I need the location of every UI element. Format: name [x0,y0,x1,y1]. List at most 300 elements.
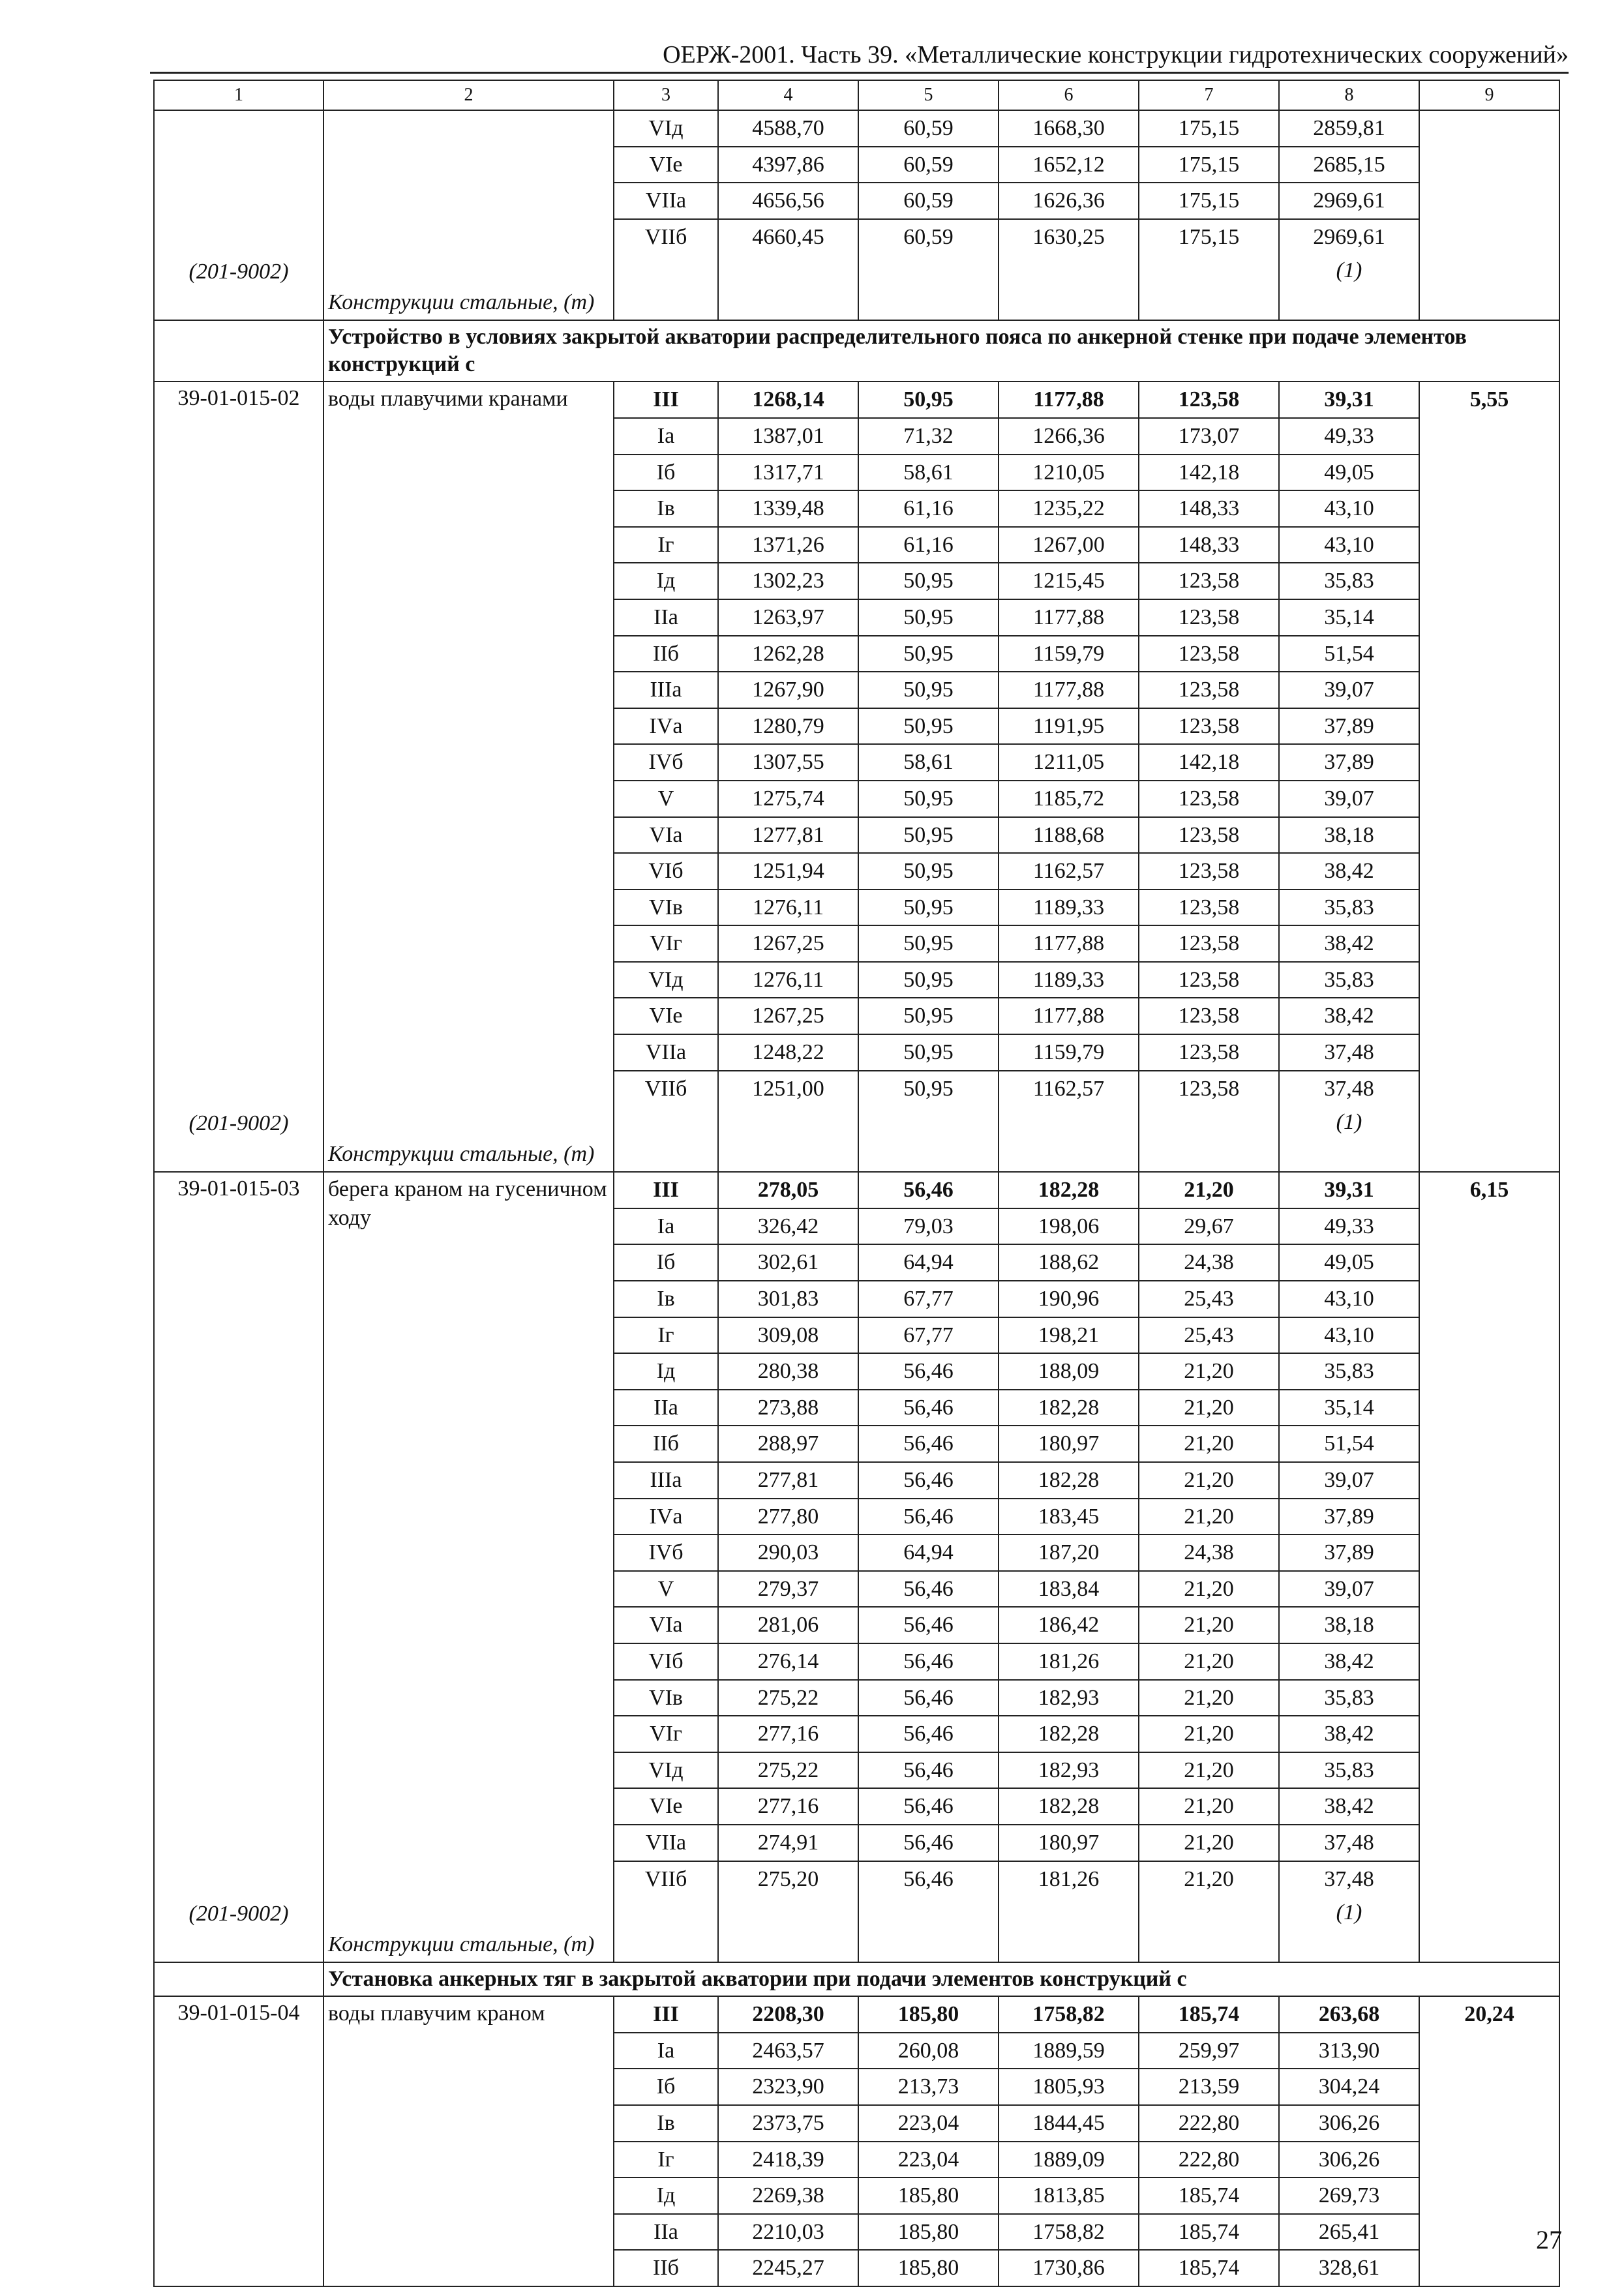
rate-value: 182,28 [999,1390,1138,1427]
rate-value: 38,42 [1280,854,1419,890]
rate-value: 56,46 [859,1354,998,1390]
rate-name-cell [323,110,614,320]
rate-value: 21,20 [1139,1572,1278,1608]
rate-value: 123,58 [1139,1035,1278,1071]
rate-value: 288,97 [719,1426,858,1463]
rate-value: 2969,61 [1313,224,1385,249]
rate-value: 173,07 [1139,419,1278,455]
zone-label: VIIб [644,1076,687,1101]
rate-value: 1215,45 [999,563,1138,600]
rate-value: 38,42 [1280,1716,1419,1753]
value-column-cell [858,382,999,1172]
rate-value: 2323,90 [719,2069,858,2106]
rate-code-cell [154,1172,323,1962]
rate-value: 222,80 [1139,2142,1278,2179]
zone-label: Iд [614,563,717,600]
col9-value: 20,24 [1419,1996,1559,2286]
rate-value: 56,46 [859,1572,998,1608]
zone-label: IIIа [614,672,717,709]
rate-value: 183,84 [999,1572,1138,1608]
zone-label: IIIа [614,1463,717,1499]
rate-group-row [154,110,1559,320]
rate-value: 1211,05 [999,745,1138,781]
rate-value: 67,77 [859,1281,998,1318]
rate-value: 56,46 [859,1608,998,1644]
blank-cell [999,1896,1138,1962]
section-title: Установка анкерных тяг в закрытой акватории при подачи элементов конструкций с [323,1962,1559,1996]
rate-value: 123,58 [1139,672,1278,709]
rate-value: 182,28 [999,1463,1138,1499]
rate-value: 49,05 [1280,1245,1419,1281]
rate-value: 304,24 [1280,2069,1419,2106]
rate-value: 326,42 [719,1209,858,1246]
blank-cell [1139,254,1278,320]
rate-value: 1275,74 [719,781,858,818]
rate-value: 278,05 [719,1173,858,1209]
rate-value: 64,94 [859,1245,998,1281]
zone-label: V [614,1572,717,1608]
rate-value: 38,18 [1280,818,1419,854]
rate-value: 306,26 [1280,2142,1419,2179]
zone-label: IIб [614,636,717,673]
rate-name: воды плавучим краном [328,2001,545,2026]
rate-value: 1266,36 [999,419,1138,455]
rate-value: 183,45 [999,1499,1138,1536]
rate-value: 213,59 [1139,2069,1278,2106]
column-number: 7 [1139,80,1279,110]
rate-value: 142,18 [1139,455,1278,492]
resource-ref-value: (1) [1336,1900,1362,1925]
resource-ref-code: (201-9002) [188,1111,289,1136]
zone-label: VIд [614,1753,717,1789]
rate-value: 277,16 [719,1716,858,1753]
rate-value: 123,58 [1139,998,1278,1035]
rate-value: 51,54 [1280,1426,1419,1463]
column-number: 8 [1279,80,1419,110]
resource-ref-value: (1) [1336,1110,1362,1135]
rate-value: 302,61 [719,1245,858,1281]
blank-cell [859,1896,998,1962]
blank-cell [999,1106,1138,1171]
rate-value: 175,15 [1178,224,1240,249]
rates-table-body [154,80,1559,2286]
zone-label: III [614,382,717,419]
rate-value: 39,07 [1280,672,1419,709]
rate-value: 1307,55 [719,745,858,781]
zone-label: III [614,1173,717,1209]
blank-cell [154,1962,323,1996]
rate-value: 1162,57 [999,854,1138,890]
rate-value: 1889,09 [999,2142,1138,2179]
resource-ref-name: Конструкции стальные, (т) [328,290,595,315]
zone-label: Iг [614,528,717,564]
rate-value: 21,20 [1139,1789,1278,1825]
blank-cell [1139,1106,1278,1171]
rate-code-cell [154,382,323,1172]
rate-value: 185,74 [1139,2215,1278,2251]
rate-value: 148,33 [1139,528,1278,564]
zone-label: VIд [614,963,717,999]
rate-value: 21,20 [1139,1681,1278,1717]
rate-value: 277,16 [719,1789,858,1825]
rate-value: 25,43 [1139,1318,1278,1354]
blank-cell [999,254,1138,320]
rate-value: 56,46 [859,1499,998,1536]
rate-name: берега краном на гусеничном ходу [328,1177,607,1231]
rate-value: 21,20 [1139,1825,1278,1862]
rate-value: 21,20 [1139,1463,1278,1499]
rate-value: 58,61 [859,455,998,492]
rate-group-row [154,382,1559,1172]
rate-value: 2245,27 [752,2256,824,2281]
rate-value: 49,33 [1280,419,1419,455]
rate-value: 4588,70 [719,111,858,147]
rate-value: 39,31 [1280,1173,1419,1209]
resource-ref-name: Конструкции стальные, (т) [328,1142,595,1167]
rate-value: 25,43 [1139,1281,1278,1318]
rate-value: 1251,94 [719,854,858,890]
value-column-cell [1279,1172,1419,1962]
value-column-cell [1139,382,1279,1172]
resource-ref-name: Конструкции стальные, (т) [328,1932,595,1957]
blank-cell [719,1106,858,1171]
rate-value: 38,42 [1280,998,1419,1035]
rate-value: 182,28 [999,1716,1138,1753]
rate-value: 280,38 [719,1354,858,1390]
rate-value: 24,38 [1139,1535,1278,1572]
rate-value: 313,90 [1280,2033,1419,2070]
rate-value: 1162,57 [1032,1076,1105,1101]
rate-value: 306,26 [1280,2106,1419,2142]
column-number: 9 [1419,80,1559,110]
zone-label: Iб [614,455,717,492]
rate-value: 43,10 [1280,528,1419,564]
rate-value: 2463,57 [719,2033,858,2070]
rate-value: 123,58 [1139,926,1278,963]
rate-value: 38,42 [1280,1644,1419,1681]
section-header-row [154,320,1559,382]
zone-label: VIв [614,1681,717,1717]
document-header: ОЕРЖ-2001. Часть 39. «Металлические конструкции гидротехнических сооружений» [150,38,1569,74]
rate-value: 175,15 [1139,147,1278,184]
rate-value: 50,95 [859,382,998,419]
rate-value: 277,81 [719,1463,858,1499]
rate-value: 1159,79 [999,1035,1138,1071]
rate-group-row [154,1996,1559,2286]
rate-value: 35,83 [1280,1354,1419,1390]
rate-value: 148,33 [1139,491,1278,528]
rate-code: 39-01-015-04 [177,2001,300,2026]
rate-value: 50,95 [859,926,998,963]
value-column-cell [614,1172,718,1962]
value-column-cell [614,110,718,320]
rate-value: 123,58 [1139,709,1278,745]
rate-value: 56,46 [859,1753,998,1789]
zone-label: VIе [614,1789,717,1825]
rate-value: 279,37 [719,1572,858,1608]
rate-value: 50,95 [859,600,998,636]
rate-value: 185,80 [859,1997,998,2033]
rate-value: 123,58 [1139,818,1278,854]
zone-label: IIб [614,1426,717,1463]
rate-value: 58,61 [859,745,998,781]
rate-name-cell [323,1172,614,1962]
rate-value: 123,58 [1139,890,1278,927]
rate-value: 50,95 [859,636,998,673]
rate-value: 37,89 [1280,709,1419,745]
rate-value: 2969,61 [1280,183,1419,220]
rate-value: 43,10 [1280,491,1419,528]
rate-value: 276,14 [719,1644,858,1681]
rate-value: 24,38 [1139,1245,1278,1281]
rate-value: 21,20 [1139,1426,1278,1463]
zone-label: VIг [614,926,717,963]
value-column-cell [1279,1996,1419,2286]
rate-value: 1276,11 [719,963,858,999]
column-number: 2 [323,80,614,110]
rate-value: 50,95 [859,890,998,927]
zone-label: V [614,781,717,818]
rate-value: 56,46 [859,1825,998,1862]
rate-value: 1267,25 [719,926,858,963]
rate-value: 37,89 [1280,1499,1419,1536]
rate-value: 185,74 [1139,1997,1278,2033]
value-column-cell [999,382,1139,1172]
rate-value: 1813,85 [999,2178,1138,2215]
zone-label: IVа [614,709,717,745]
rate-value: 56,46 [859,1681,998,1717]
rate-value: 259,97 [1139,2033,1278,2070]
rate-value: 123,58 [1139,636,1278,673]
rate-value: 1263,97 [719,600,858,636]
page-number: 27 [1536,2225,1562,2254]
rate-value: 50,95 [859,963,998,999]
rate-value: 21,20 [1139,1644,1278,1681]
rates-table [153,80,1560,2287]
rate-name: воды плавучими кранами [328,387,568,411]
rate-value: 1267,00 [999,528,1138,564]
value-column-cell [614,1996,718,2286]
rate-value: 50,95 [859,672,998,709]
zone-label: VIе [614,147,717,184]
rate-value: 37,89 [1280,1535,1419,1572]
rate-value: 123,58 [1139,600,1278,636]
rate-value: 1177,88 [999,600,1138,636]
blank-cell [719,1896,858,1962]
rate-value: 142,18 [1139,745,1278,781]
zone-label: Iа [614,419,717,455]
rate-value: 39,31 [1280,382,1419,419]
rate-value: 301,83 [719,1281,858,1318]
rate-value: 50,95 [859,563,998,600]
rate-value: 188,62 [999,1245,1138,1281]
col9-value [1419,110,1559,320]
zone-label: VIе [614,998,717,1035]
resource-ref-code: (201-9002) [188,1902,289,1926]
resource-ref-code: (201-9002) [188,260,289,284]
rate-value: 1277,81 [719,818,858,854]
zone-label: IIа [614,600,717,636]
rate-value: 1630,25 [1032,224,1105,249]
rate-value: 1267,25 [719,998,858,1035]
rate-value: 1339,48 [719,491,858,528]
rate-value: 190,96 [999,1281,1138,1318]
value-column-cell [1279,382,1419,1172]
rate-value: 1276,11 [719,890,858,927]
zone-label: IVа [614,1499,717,1536]
rate-value: 182,28 [999,1173,1138,1209]
rate-value: 21,20 [1139,1608,1278,1644]
rate-value: 187,20 [999,1535,1138,1572]
rate-value: 21,20 [1139,1173,1278,1209]
rate-value: 38,18 [1280,1608,1419,1644]
value-column-cell [718,110,858,320]
rate-value: 181,26 [999,1644,1138,1681]
rate-value: 2210,03 [719,2215,858,2251]
rate-value: 123,58 [1139,382,1278,419]
rate-value: 275,20 [757,1866,819,1891]
column-number: 6 [999,80,1139,110]
rate-value: 1188,68 [999,818,1138,854]
rate-value: 1652,12 [999,147,1138,184]
rate-value: 185,80 [897,2256,959,2281]
rate-value: 56,46 [859,1644,998,1681]
rate-value: 275,22 [719,1753,858,1789]
rate-value: 50,95 [859,818,998,854]
rate-name-cell [323,382,614,1172]
column-number: 3 [614,80,718,110]
rate-value: 37,48 [1280,1035,1419,1071]
zone-label: IIа [614,1390,717,1427]
rate-value: 263,68 [1280,1997,1419,2033]
zone-label: VIб [614,1644,717,1681]
rate-value: 61,16 [859,528,998,564]
rate-value: 2685,15 [1280,147,1419,184]
rate-value: 2418,39 [719,2142,858,2179]
rate-value: 21,20 [1184,1866,1234,1891]
zone-label: VIд [614,111,717,147]
value-column-cell [858,1996,999,2286]
rate-name-cell [323,1996,614,2286]
rate-value: 1280,79 [719,709,858,745]
rate-value: 185,74 [1139,2178,1278,2215]
rate-value: 198,21 [999,1318,1138,1354]
rate-value: 186,42 [999,1608,1138,1644]
value-column-cell [718,1996,858,2286]
zone-label: IIа [614,2215,717,2251]
rate-value: 1302,23 [719,563,858,600]
value-column-cell [1139,1172,1279,1962]
blank-cell [859,1106,998,1171]
blank-cell [614,1106,717,1171]
zone-label: Iб [614,2069,717,2106]
rate-value: 50,95 [859,1035,998,1071]
rate-value: 35,83 [1280,963,1419,999]
rate-code: 39-01-015-02 [177,386,300,411]
value-column-cell [999,1996,1139,2286]
rate-value: 1371,26 [719,528,858,564]
rate-value: 188,09 [999,1354,1138,1390]
rate-code-cell [154,110,323,320]
rate-value: 185,74 [1178,2256,1240,2281]
rate-value: 260,08 [859,2033,998,2070]
rate-value: 39,07 [1280,1463,1419,1499]
zone-label: Iг [614,2142,717,2179]
rate-value: 123,58 [1139,781,1278,818]
zone-label: VIIа [614,1825,717,1862]
rate-value: 50,95 [859,781,998,818]
value-column-cell [1139,110,1279,320]
zone-label: VIIа [614,183,717,220]
rate-value: 185,80 [859,2215,998,2251]
rate-value: 175,15 [1139,183,1278,220]
column-number: 5 [858,80,999,110]
rate-value: 37,48 [1280,1825,1419,1862]
section-title: Устройство в условиях закрытой акватории распределительного пояса по анкерной стенке при подаче элементов конструкций с [323,320,1559,382]
rate-value: 182,28 [999,1789,1138,1825]
column-number: 4 [718,80,858,110]
rate-value: 2208,30 [719,1997,858,2033]
rate-value: 4660,45 [752,224,824,249]
rate-value: 180,97 [999,1426,1138,1463]
rate-value: 56,46 [859,1716,998,1753]
rate-value: 35,83 [1280,563,1419,600]
rate-value: 79,03 [859,1209,998,1246]
rate-value: 1805,93 [999,2069,1138,2106]
rate-value: 281,06 [719,1608,858,1644]
zone-label: Iв [614,2106,717,2142]
rate-value: 35,83 [1280,890,1419,927]
rate-value: 328,61 [1318,2256,1380,2281]
rate-value: 1185,72 [999,781,1138,818]
rate-value: 1387,01 [719,419,858,455]
value-column-cell [718,1172,858,1962]
zone-label: VIIа [614,1035,717,1071]
zone-label: Iа [614,2033,717,2070]
blank-cell [719,254,858,320]
rate-value: 222,80 [1139,2106,1278,2142]
rate-value: 1177,88 [999,382,1138,419]
rate-value: 60,59 [903,224,954,249]
rate-value: 1626,36 [999,183,1138,220]
rate-value: 1668,30 [999,111,1138,147]
rate-value: 1177,88 [999,998,1138,1035]
zone-label: VIа [614,818,717,854]
value-column-cell [999,1172,1139,1962]
zone-label: IVб [614,745,717,781]
rate-value: 1189,33 [999,890,1138,927]
blank-cell [614,1896,717,1962]
rate-code: 39-01-015-03 [177,1176,300,1201]
value-column-cell [614,382,718,1172]
rate-value: 290,03 [719,1535,858,1572]
rate-value: 38,42 [1280,926,1419,963]
rate-value: 198,06 [999,1209,1138,1246]
zone-label: III [614,1997,717,2033]
rate-value: 1177,88 [999,672,1138,709]
rate-value: 35,14 [1280,600,1419,636]
rate-value: 1317,71 [719,455,858,492]
zone-label: VIг [614,1716,717,1753]
rate-value: 43,10 [1280,1318,1419,1354]
rate-value: 56,46 [903,1866,954,1891]
resource-ref-value: (1) [1336,258,1362,283]
rate-value: 4656,56 [719,183,858,220]
rate-value: 21,20 [1139,1354,1278,1390]
rate-value: 1268,14 [719,382,858,419]
rate-value: 56,46 [859,1426,998,1463]
rate-value: 1189,33 [999,963,1138,999]
